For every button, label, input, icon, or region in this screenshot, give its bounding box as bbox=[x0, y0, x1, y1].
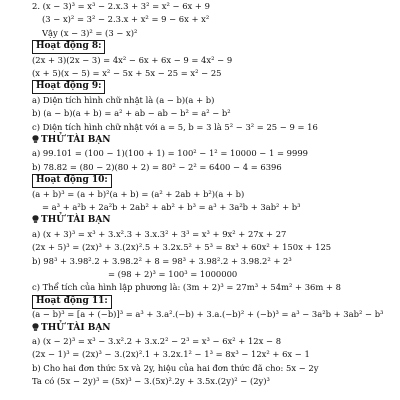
math-line: (2x + 5)³ = (2x)³ + 3.(2x)².5 + 3.2x.5² + 5³ = 8x³ + 60x² + 150x + 125 bbox=[32, 242, 332, 253]
try-it-heading bbox=[32, 214, 111, 226]
lightbulb-icon bbox=[32, 323, 39, 331]
math-line: = (98 + 2)³ = 100³ = 1000000 bbox=[108, 269, 238, 279]
try-it-heading bbox=[32, 134, 111, 146]
math-line: Vậy (x − 3)² = (3 − x)² bbox=[42, 27, 138, 38]
math-line: (3 − x)² = 3² − 2.3.x + x² = 9 − 6x + x² bbox=[42, 14, 210, 25]
section-heading: Hoạt động 9: bbox=[32, 80, 105, 94]
try-it-label: THỬ TÀI BẠN bbox=[41, 322, 111, 333]
try-it-label: THỬ TÀI BẠN bbox=[41, 215, 111, 226]
try-it-label: THỬ TÀI BẠN bbox=[41, 135, 111, 145]
math-line: (a − b)³ = [a + (−b)]³ = a³ + 3.a².(−b) + 3.a.(−b)² + (−b)³ = a³ − 3a²b + 3ab² − b³ bbox=[32, 309, 384, 320]
math-line: a) (x + 3)³ = x³ + 3.x².3 + 3.x.3² + 3³ = x³ + 9x² + 27x + 27 bbox=[32, 228, 287, 239]
lightbulb-icon bbox=[32, 135, 39, 143]
math-line: b) 98³ + 3.98².2 + 3.98.2² + 8 = 98³ + 3.98².2 + 3.98.2² + 2³ bbox=[32, 255, 292, 266]
math-line: (x + 5)(x − 5) = x² − 5x + 5x − 25 = x² − 25 bbox=[32, 68, 222, 78]
math-line: b) (a − b)(a + b) = a² + ab − ab − b² = a² − b² bbox=[32, 108, 231, 119]
section-heading: Hoạt động 8: bbox=[32, 40, 105, 54]
math-line: Ta có (5x − 2y)³ = (5x)³ − 3.(5x)².2y + 3.5x.(2y)² − (2y)³ bbox=[32, 376, 270, 387]
math-line: a) (x − 2)³ = x³ − 3.x².2 + 3.x.2² − 2³ = x³ − 6x² + 12x − 8 bbox=[32, 336, 282, 346]
math-line: c) Diện tích hình chữ nhật với a = 5, b = 3 là 5² − 3² = 25 − 9 = 16 bbox=[32, 121, 318, 132]
math-line: (a + b)³ = (a + b)²(a + b) = (a² + 2ab + b²)(a + b) bbox=[32, 188, 245, 199]
section-heading: Hoạt động 11: bbox=[32, 295, 112, 309]
math-line: a) Diện tích hình chữ nhật là (a − b)(a + b) bbox=[32, 94, 215, 105]
section-heading: Hoạt động 10: bbox=[32, 174, 112, 188]
math-line: c) Thể tích của hình lập phương là: (3m + 2)³ = 27m³ + 54m² + 36m + 8 bbox=[32, 282, 341, 293]
try-it-heading bbox=[32, 322, 111, 334]
math-line: b) Cho hai đơn thức 5x và 2y, hiệu của hai đơn thức đã cho: 5x − 2y bbox=[32, 362, 319, 373]
math-line: a) 99.101 = (100 − 1)(100 + 1) = 100² − 1² = 10000 − 1 = 9999 bbox=[32, 148, 308, 159]
math-line: 2. (x − 3)³ = x³ − 2.x.3 + 3² = x² − 6x + 9 bbox=[32, 1, 210, 11]
math-line: (2x − 1)³ = (2x)³ − 3.(2x)².1 + 3.2x.1² − 1³ = 8x³ − 12x² + 6x − 1 bbox=[32, 349, 310, 360]
math-line: = a³ + a²b + 2a²b + 2ab² + ab² + b³ = a³ + 3a²b + 3ab² + b³ bbox=[42, 202, 301, 212]
math-line: b) 78.82 = (80 − 2)(80 + 2) = 80² − 2² = 6400 − 4 = 6396 bbox=[32, 161, 282, 172]
lightbulb-icon bbox=[32, 215, 39, 223]
math-line: (2x + 3)(2x − 3) = 4x² − 6x + 6x − 9 = 4x² − 9 bbox=[32, 54, 233, 65]
